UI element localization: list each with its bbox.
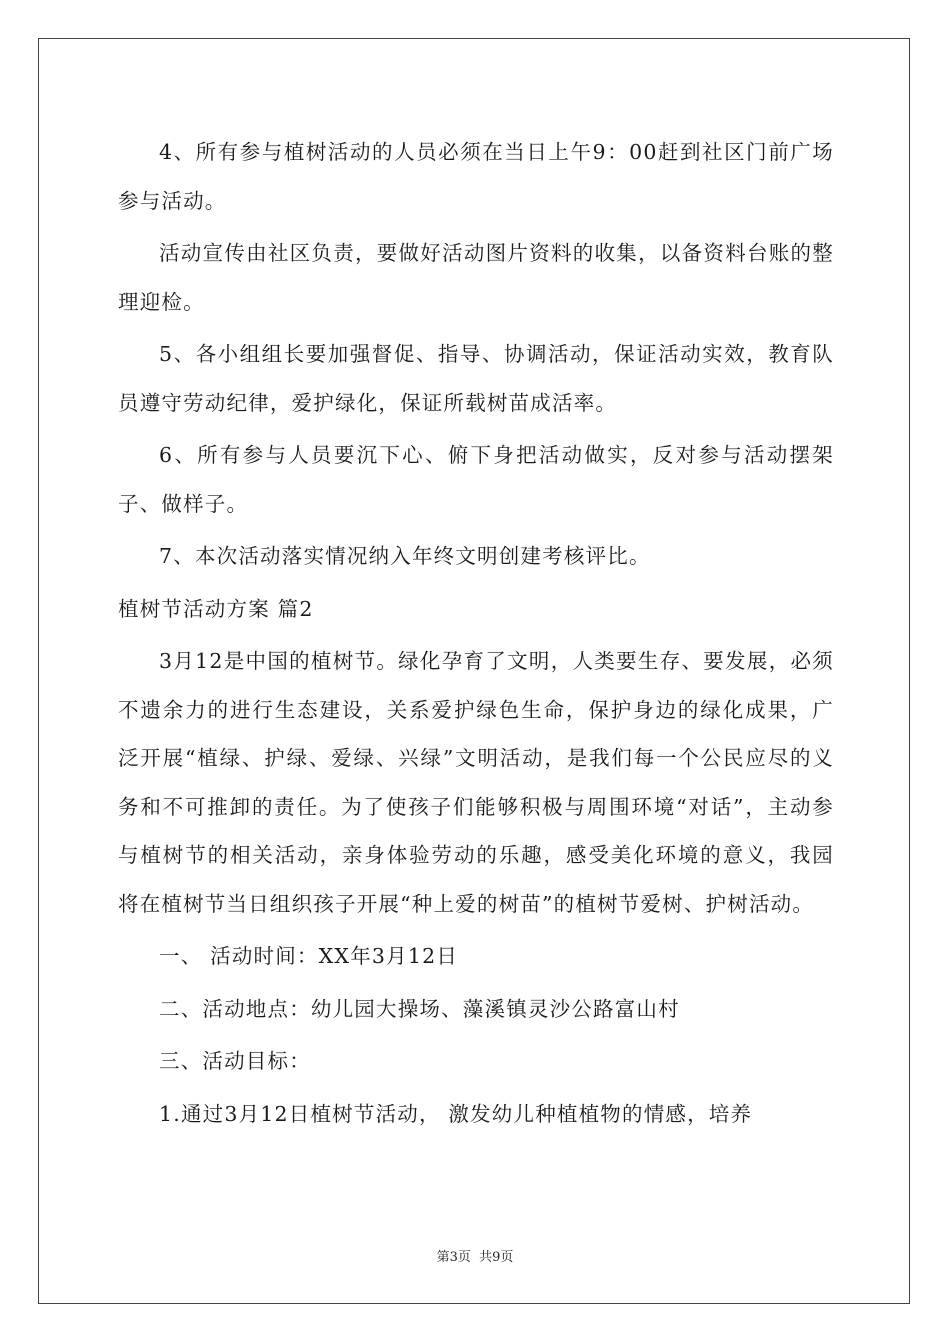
- page-number: 第3页: [436, 1250, 471, 1265]
- paragraph: 1.通过3月12日植树节活动， 激发幼儿种植植物的情感，培养: [159, 1101, 753, 1126]
- page-footer: [0, 1246, 950, 1265]
- paragraph: 一、 活动时间：XX年3月12日: [159, 944, 459, 968]
- paragraph: 5、各小组组长要加强督促、指导、协调活动，保证活动实效，教育队员遵守劳动纪律，爱护绿化，保证所载树苗成活率。: [118, 342, 834, 415]
- paragraph: 6、所有参与人员要沉下心、俯下身把活动做实，反对参与活动摆架子、做样子。: [118, 443, 834, 516]
- page-total: 共9页: [479, 1250, 514, 1265]
- paragraph: 3月12是中国的植树节。绿化孕育了文明，人类要生存、要发展，必须不遗余力的进行生态建设，关系爱护绿色生命，保护身边的绿化成果，广泛开展“植绿、护绿、爱绿、兴绿”文明活动，是我们每一个公民应尽的义务和不可推卸的责任。为了使孩子们能够积极与周围环境“对话”，主动参与植树节的相关活动，亲身体验劳动的乐趣，感受美化环境的意义，我园将在植树节当日组织孩子开展“种上爱的树苗”的植树节爱树、护树活动。: [118, 649, 834, 916]
- paragraph: 4、所有参与植树活动的人员必须在当日上午9：00赶到社区门前广场参与活动。: [118, 140, 834, 213]
- document-body: [118, 128, 834, 1142]
- paragraph: 7、本次活动落实情况纳入年终文明创建考核评比。: [159, 544, 651, 568]
- paragraph: 二、活动地点：幼儿园大操场、藻溪镇灵沙公路富山村: [159, 996, 680, 1021]
- section-heading: 植树节活动方案 篇2: [118, 596, 314, 621]
- paragraph: 活动宣传由社区负责，要做好活动图片资料的收集，以备资料台账的整理迎检。: [118, 241, 834, 314]
- paragraph: 三、活动目标：: [159, 1049, 311, 1073]
